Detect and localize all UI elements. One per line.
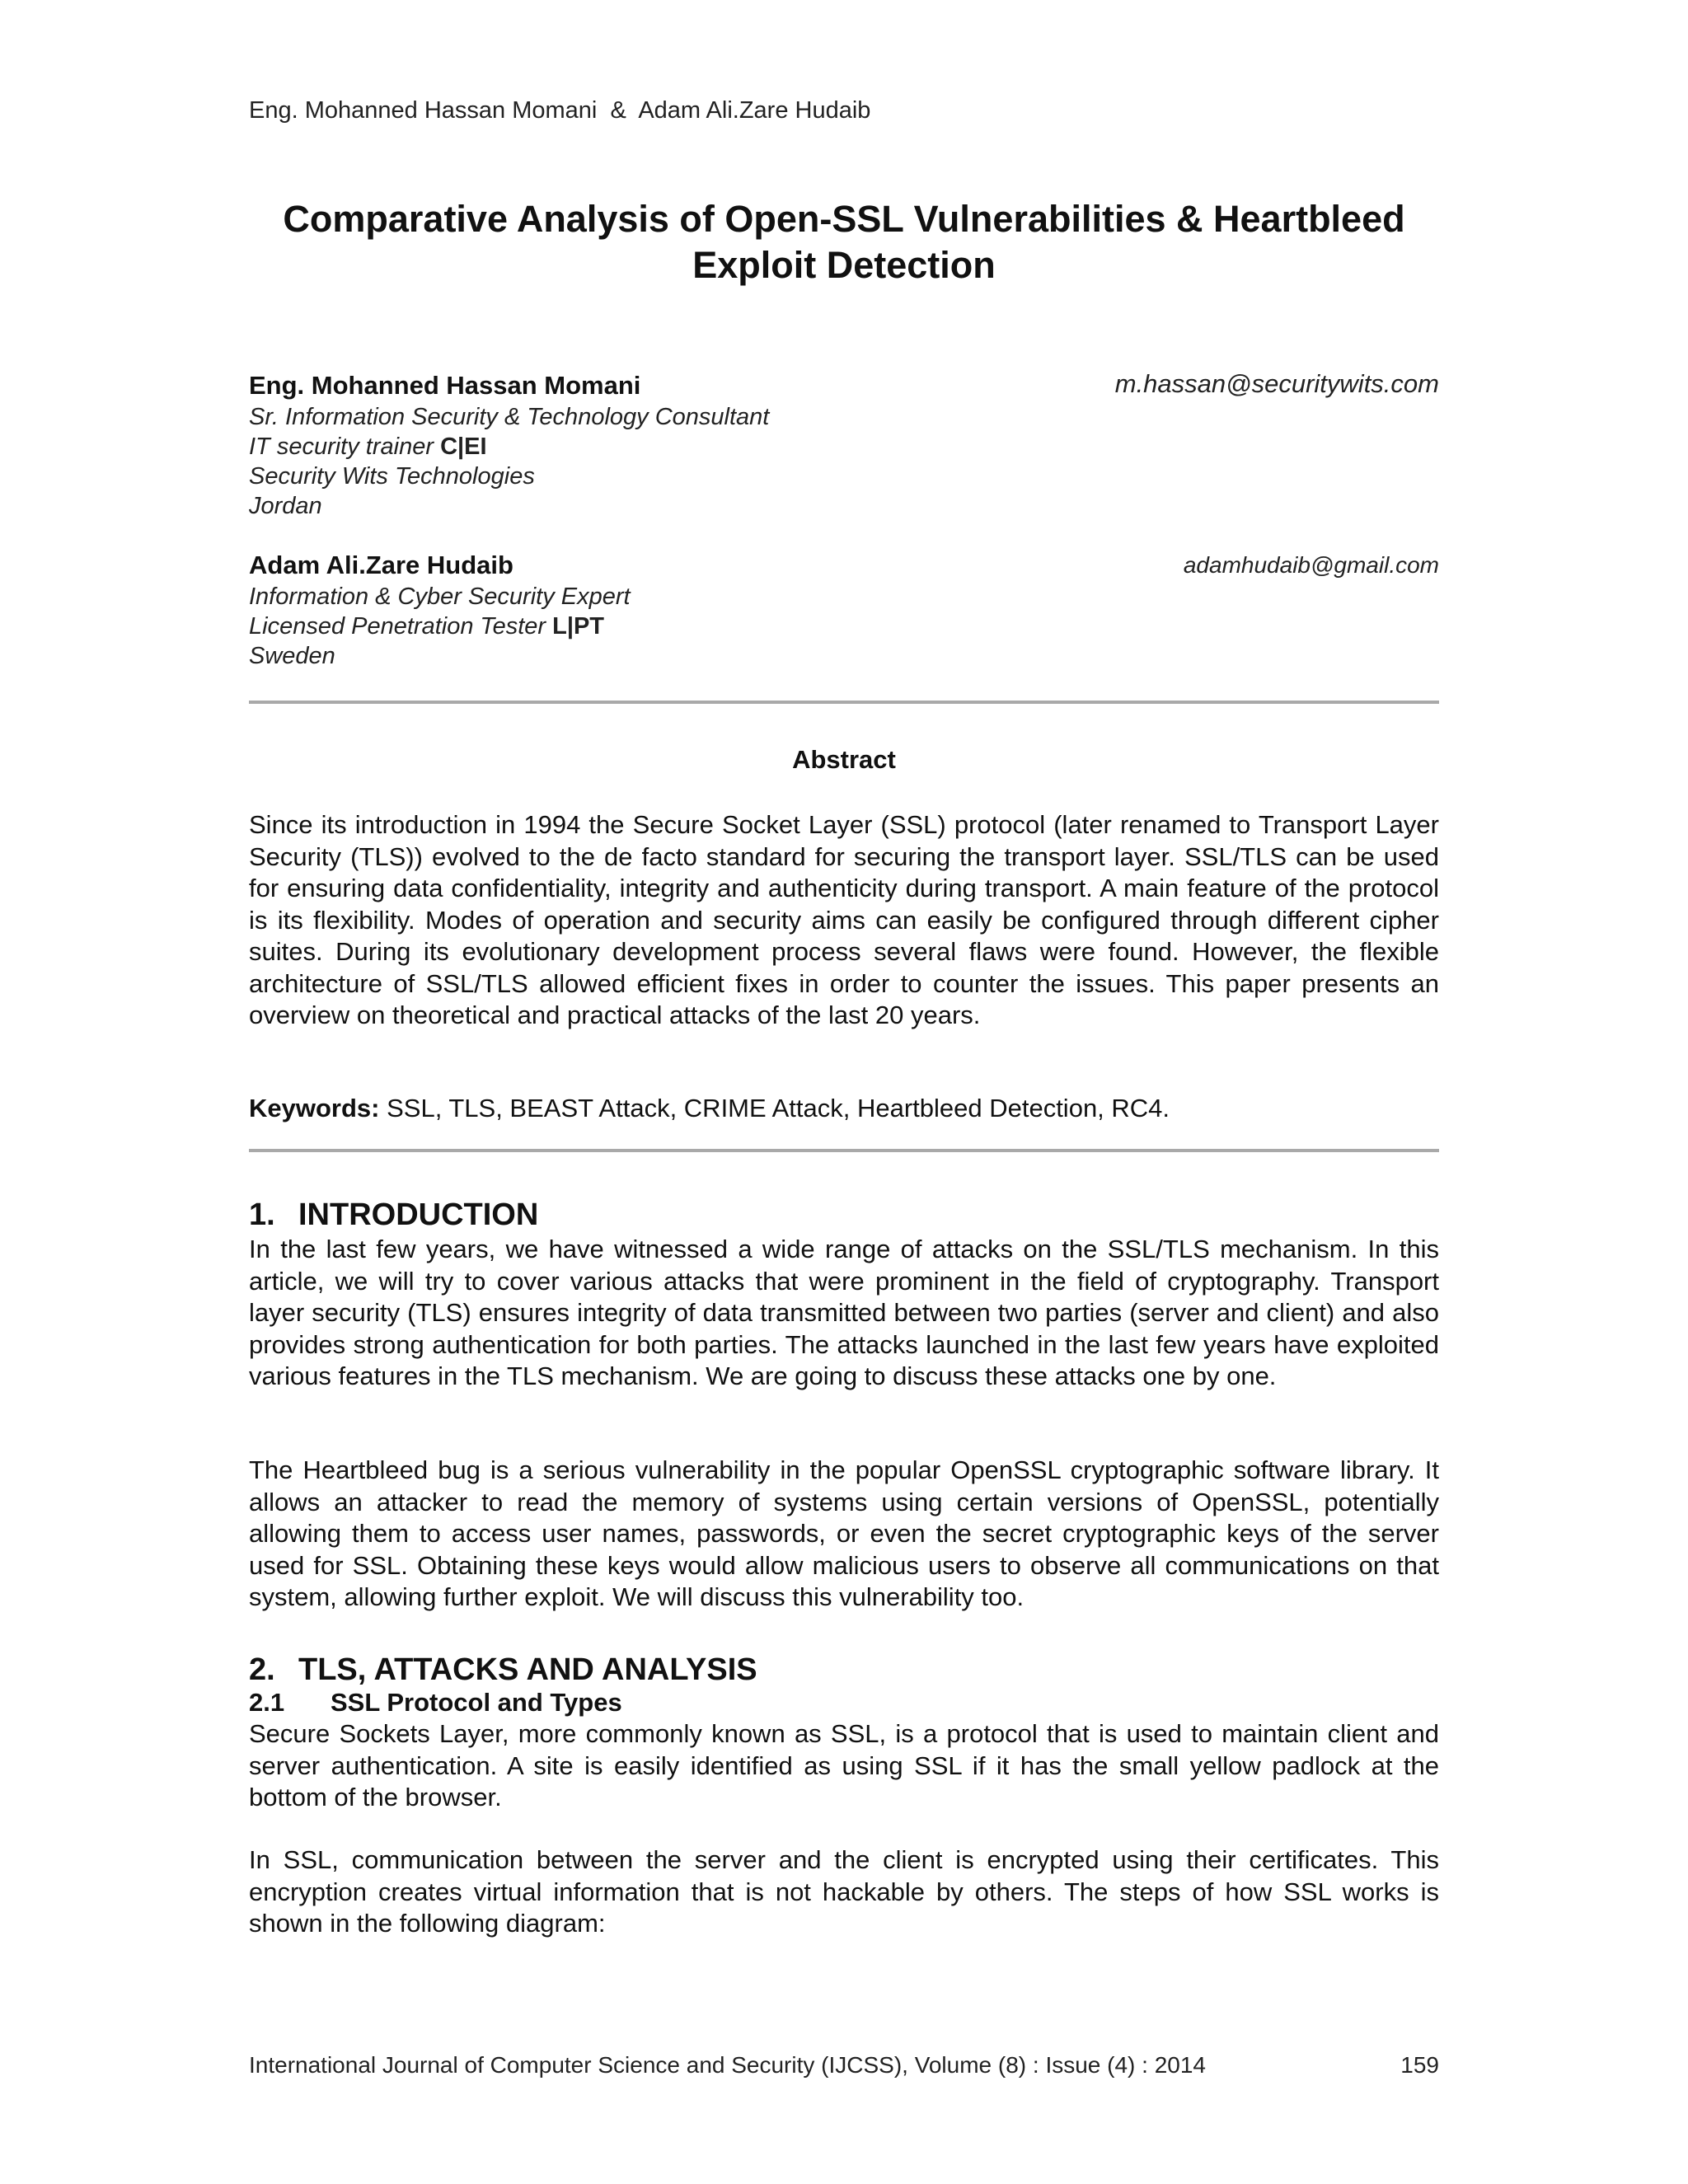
section-1-title: INTRODUCTION (298, 1197, 539, 1232)
section-2-number: 2. (249, 1652, 275, 1687)
author-2-country: Sweden (249, 643, 335, 669)
divider-top (249, 701, 1439, 704)
author-2-license (249, 612, 1439, 641)
author-2-license-text: Licensed Penetration Tester (249, 613, 553, 640)
running-head: Eng. Mohanned Hassan Momani & Adam Ali.Zare Hudaib (249, 97, 871, 124)
author-2-block (249, 549, 1439, 671)
journal-footer: International Journal of Computer Science and Security (IJCSS), Volume (8) : Issue (4) : 2014 (249, 2052, 1207, 2078)
author-1-block (249, 369, 1439, 521)
section-1-para-2: The Heartbleed bug is a serious vulnerability in the popular OpenSSL cryptographic software library. It allows an attacker to read the memory of systems using certain versions of OpenSSL, potentially allowing them to access user names, passwords, or even the secret cryptographic keys of the server used for SSL. Obtaining these keys would allow malicious users to observe all communications on that system, allowing further exploit. We will discuss this vulnerability too. (249, 1455, 1439, 1611)
author-2-cert: L|PT (552, 613, 604, 640)
subsection-2-1-number: 2.1 (249, 1688, 285, 1717)
page-number: 159 (1400, 2052, 1439, 2078)
keywords-text: SSL, TLS, BEAST Attack, CRIME Attack, Heartbleed Detection, RC4. (379, 1094, 1170, 1122)
author-1-company: Security Wits Technologies (249, 463, 535, 490)
author-1-email[interactable]: m.hassan@securitywits.com (1114, 369, 1439, 398)
section-2-heading (249, 1652, 757, 1688)
section-2-title: TLS, ATTACKS AND ANALYSIS (298, 1652, 757, 1687)
author-1-trainer (249, 432, 1439, 462)
section-2-para-2: In SSL, communication between the server and the client is encrypted using their certificates. This encryption creates virtual information that is not hackable by others. The steps of how SSL works is shown in the following diagram: (249, 1845, 1439, 1938)
author-2-email[interactable]: adamhudaib@gmail.com (1183, 552, 1439, 578)
subsection-2-1-heading (249, 1687, 622, 1718)
title-line-2: Exploit Detection (692, 244, 996, 286)
title-line-1: Comparative Analysis of Open-SSL Vulnerabilities & Heartbleed (283, 198, 1405, 240)
author-1-country: Jordan (249, 493, 322, 519)
section-2-para-1: Secure Sockets Layer, more commonly known as SSL, is a protocol that is used to maintain client and server authentication. A site is easily identified as using SSL if it has the small yellow padlock at the bottom of the browser. (249, 1719, 1439, 1811)
author-2-title: Information & Cyber Security Expert (249, 583, 631, 610)
author-1-name: Eng. Mohanned Hassan Momani (249, 371, 641, 400)
abstract-heading: Abstract (792, 745, 896, 774)
abstract-text: Since its introduction in 1994 the Secure Socket Layer (SSL) protocol (later renamed to Transport Layer Security (TLS)) evolved to the de facto standard for securing the transport layer. SSL/TLS can be used for ensuring data confidentiality, integrity and authenticity during transport. A main feature of the protocol is its flexibility. Modes of operation and security aims can easily be configured through different cipher suites. During its evolutionary development process several flaws were found. However, the flexible architecture of SSL/TLS allowed efficient fixes in order to counter the issues. This paper presents an overview on theoretical and practical attacks of the last 20 years. (249, 810, 1439, 1029)
keywords-label: Keywords: (249, 1094, 380, 1122)
author-1-cert: C|EI (440, 434, 487, 460)
section-1-heading (249, 1197, 538, 1233)
author-1-trainer-text: IT security trainer (249, 434, 441, 460)
keywords (249, 1093, 1439, 1124)
paper-title (249, 196, 1439, 288)
subsection-2-1-title: SSL Protocol and Types (331, 1688, 622, 1717)
section-1-number: 1. (249, 1197, 275, 1232)
author-1-title: Sr. Information Security & Technology Consultant (249, 404, 770, 430)
author-2-name: Adam Ali.Zare Hudaib (249, 551, 513, 579)
divider-bottom (249, 1149, 1439, 1152)
section-1-para-1: In the last few years, we have witnessed a wide range of attacks on the SSL/TLS mechanism. In this article, we will try to cover various attacks that were prominent in the field of cryptography. Transport layer security (TLS) ensures integrity of data transmitted between two parties (server and client) and also provides strong authentication for both parties. The attacks launched in the last few years have exploited various features in the TLS mechanism. We are going to discuss these attacks one by one. (249, 1235, 1439, 1390)
